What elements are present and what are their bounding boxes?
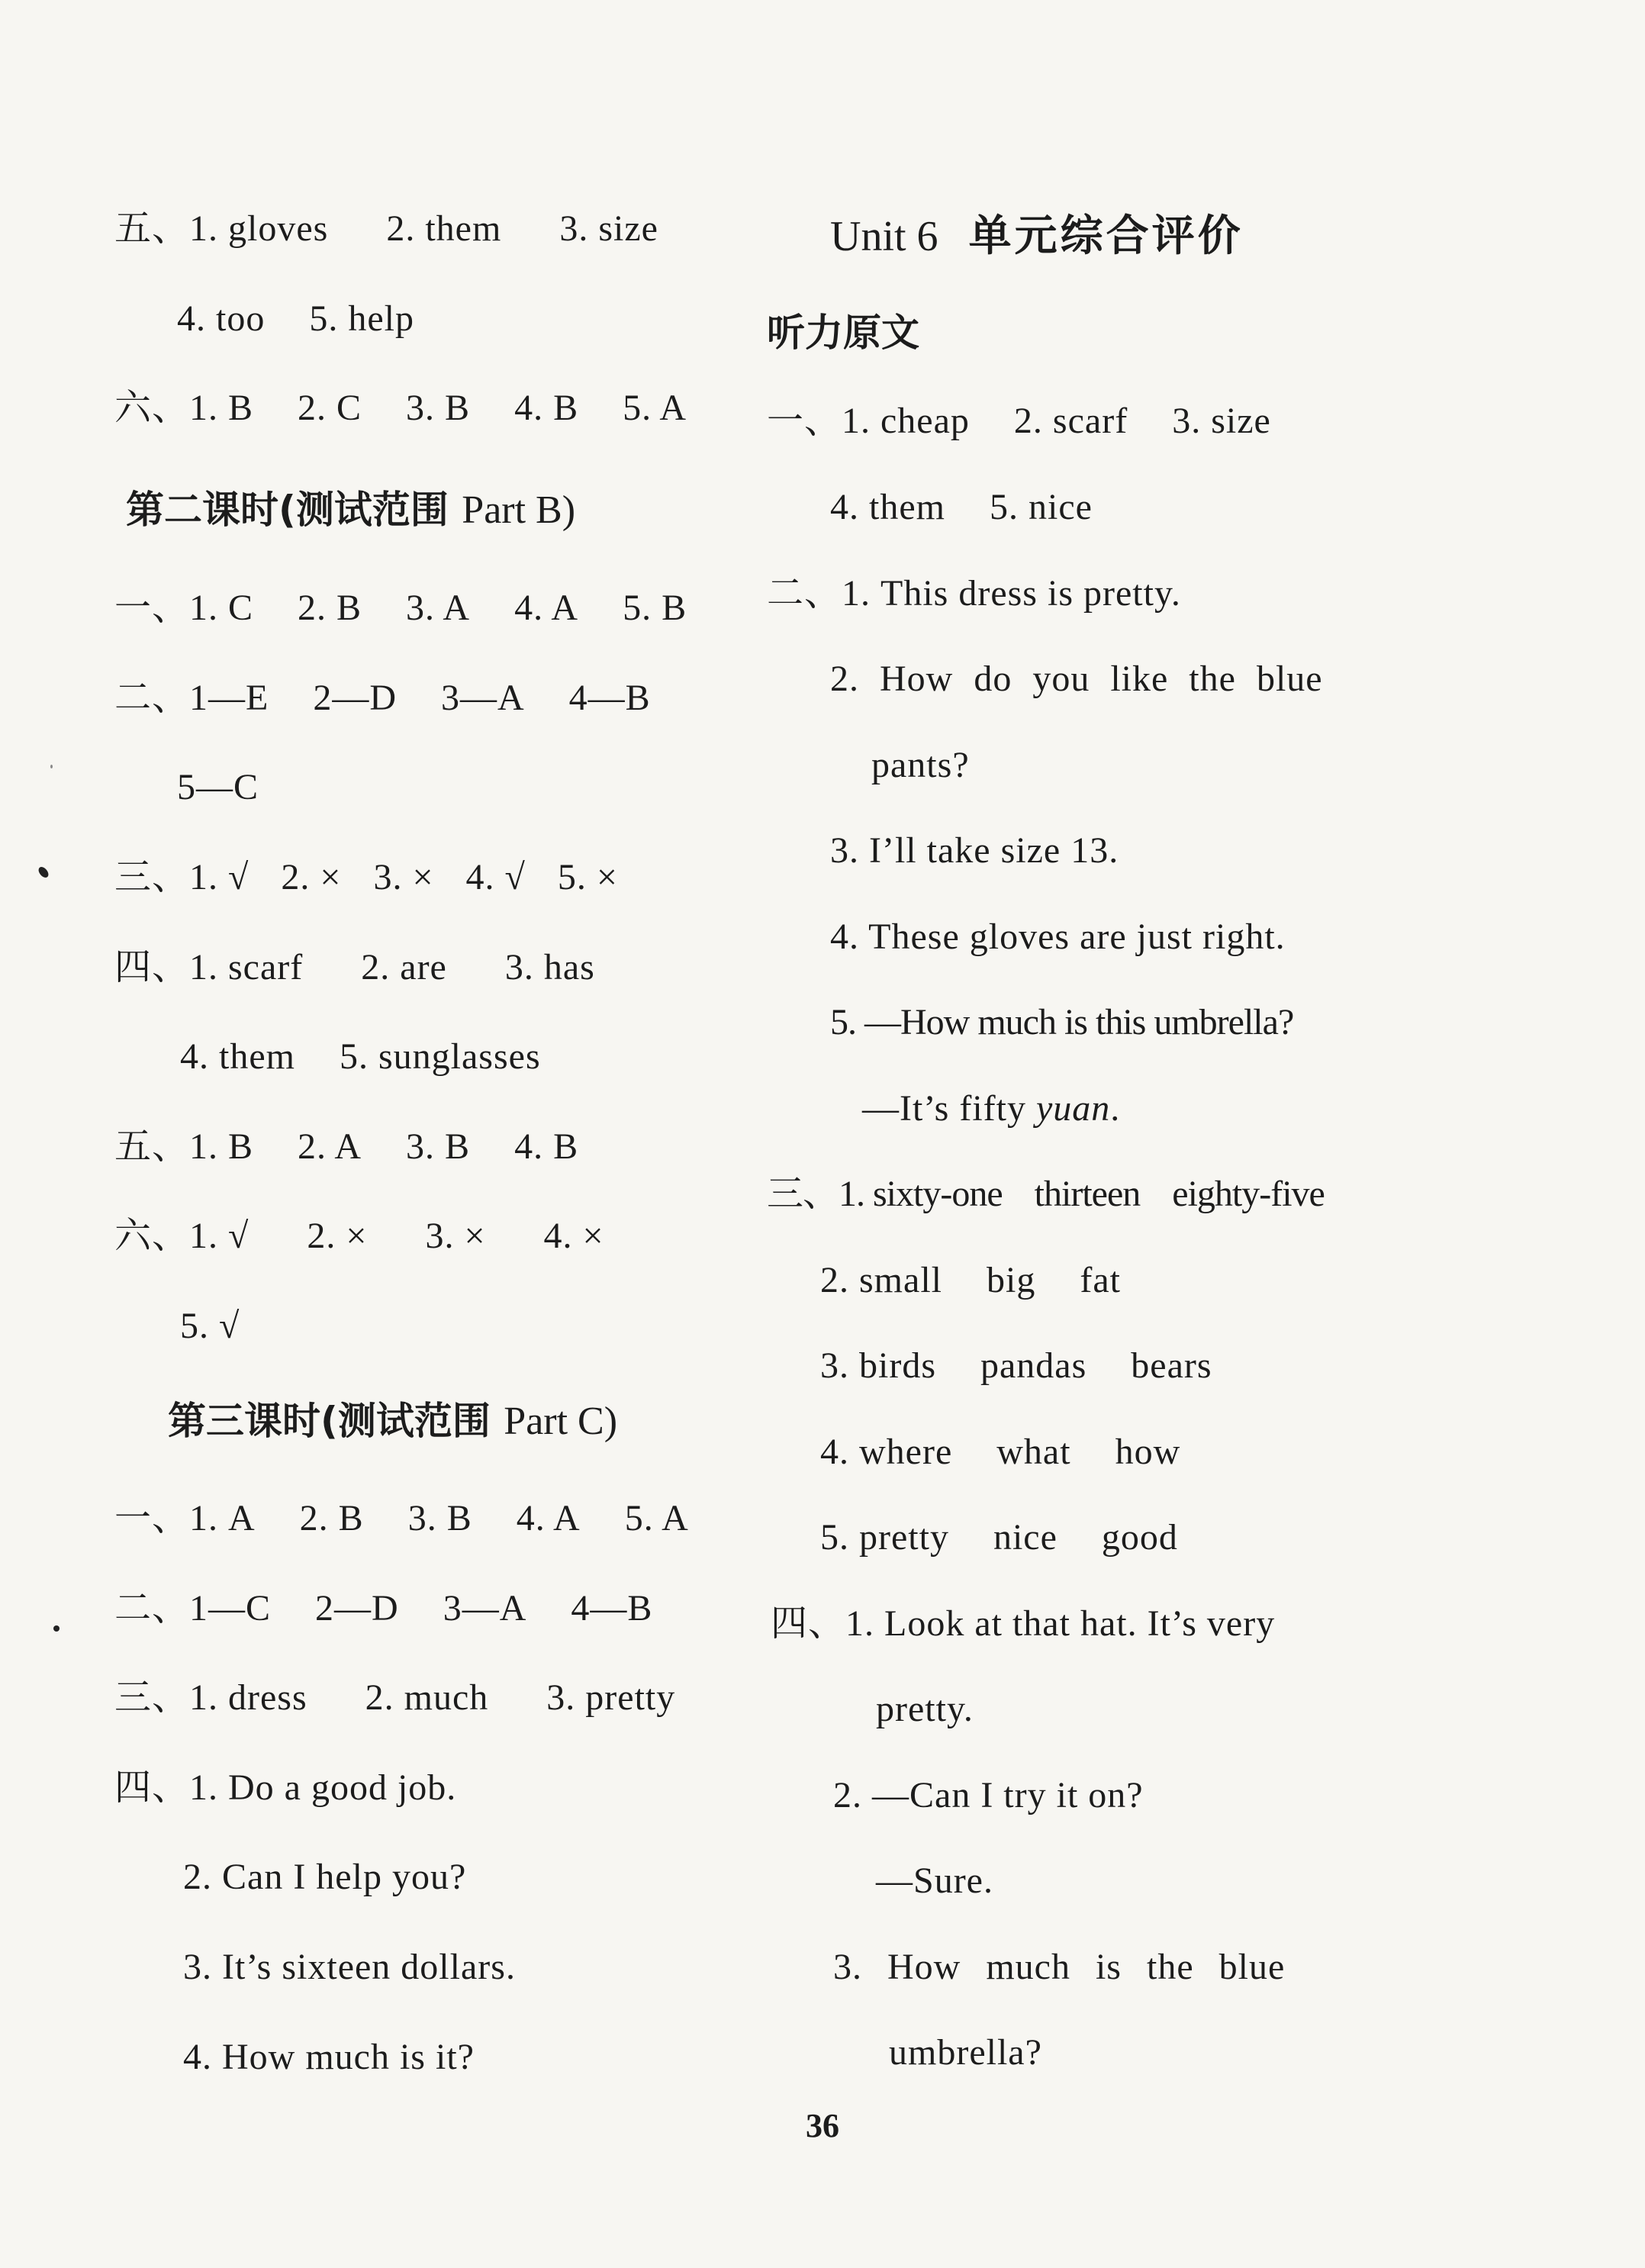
right-line-14: 5. pretty nice good <box>820 1517 1178 1558</box>
section-heading-part-c: 第三课时(测试范围 Part C) <box>168 1399 618 1443</box>
left-line-3: 六、1. B 2. C 3. B 4. B 5. A <box>114 388 687 428</box>
left-line-9: 4. them 5. sunglasses <box>180 1036 541 1077</box>
left-line-6: 5—C <box>177 767 259 807</box>
right-line-8: 5. —How much is this umbrella? <box>830 1002 1294 1042</box>
right-line-2: 4. them 5. nice <box>830 487 1093 527</box>
left-line-2: 4. too 5. help <box>177 298 414 339</box>
right-line-13: 4. where what how <box>820 1432 1181 1472</box>
right-line-9: —It’s fifty yuan. <box>862 1088 1121 1129</box>
right-line-15: 四、1. Look at that hat. It’s very <box>771 1603 1276 1644</box>
left-line-1: 五、1. gloves 2. them 3. size <box>114 208 658 249</box>
page-number: 36 <box>806 2107 839 2144</box>
right-line-3: 二、1. This dress is pretty. <box>767 573 1181 614</box>
right-line-1: 一、1. cheap 2. scarf 3. size <box>767 401 1271 441</box>
scan-speck <box>37 865 50 880</box>
left-line-7: 三、1. √ 2. × 3. × 4. √ 5. × <box>114 857 618 897</box>
left-line-15: 三、1. dress 2. much 3. pretty <box>114 1677 676 1718</box>
left-line-12: 5. √ <box>180 1306 240 1346</box>
scan-speck <box>50 765 53 768</box>
left-line-4: 一、1. C 2. B 3. A 4. A 5. B <box>114 588 687 628</box>
section-heading-part-b: 第二课时(测试范围 Part B) <box>126 488 576 532</box>
right-line-17: 2. —Can I try it on? <box>833 1775 1144 1815</box>
scan-speck <box>53 1625 60 1632</box>
left-line-19: 4. How much is it? <box>183 2037 475 2077</box>
left-line-13: 一、1. A 2. B 3. B 4. A 5. A <box>114 1498 689 1538</box>
unit-title: Unit 6 单元综合评价 <box>830 211 1244 261</box>
left-line-11: 六、1. √ 2. × 3. × 4. × <box>114 1216 604 1256</box>
right-line-7: 4. These gloves are just right. <box>830 917 1286 957</box>
right-line-4: 2. How do you like the blue <box>830 659 1323 699</box>
left-line-17: 2. Can I help you? <box>183 1857 467 1897</box>
right-line-11: 2. small big fat <box>820 1260 1121 1300</box>
left-line-5: 二、1—E 2—D 3—A 4—B <box>114 678 651 718</box>
right-line-19: 3. How much is the blue <box>833 1947 1286 1987</box>
left-line-14: 二、1—C 2—D 3—A 4—B <box>114 1588 653 1629</box>
listening-script-heading: 听力原文 <box>767 311 919 355</box>
left-line-10: 五、1. B 2. A 3. B 4. B <box>114 1126 579 1167</box>
right-line-12: 3. birds pandas bears <box>820 1345 1212 1386</box>
left-line-16: 四、1. Do a good job. <box>114 1767 457 1808</box>
right-line-18: —Sure. <box>876 1860 993 1901</box>
right-line-16: pretty. <box>876 1689 974 1729</box>
right-line-6: 3. I’ll take size 13. <box>830 830 1119 871</box>
right-line-10: 三、1. sixty-one thirteen eighty-five <box>767 1174 1325 1214</box>
left-line-18: 3. It’s sixteen dollars. <box>183 1947 516 1987</box>
right-line-20: umbrella? <box>889 2032 1042 2073</box>
right-line-5: pants? <box>871 745 970 785</box>
left-line-8: 四、1. scarf 2. are 3. has <box>114 947 595 987</box>
